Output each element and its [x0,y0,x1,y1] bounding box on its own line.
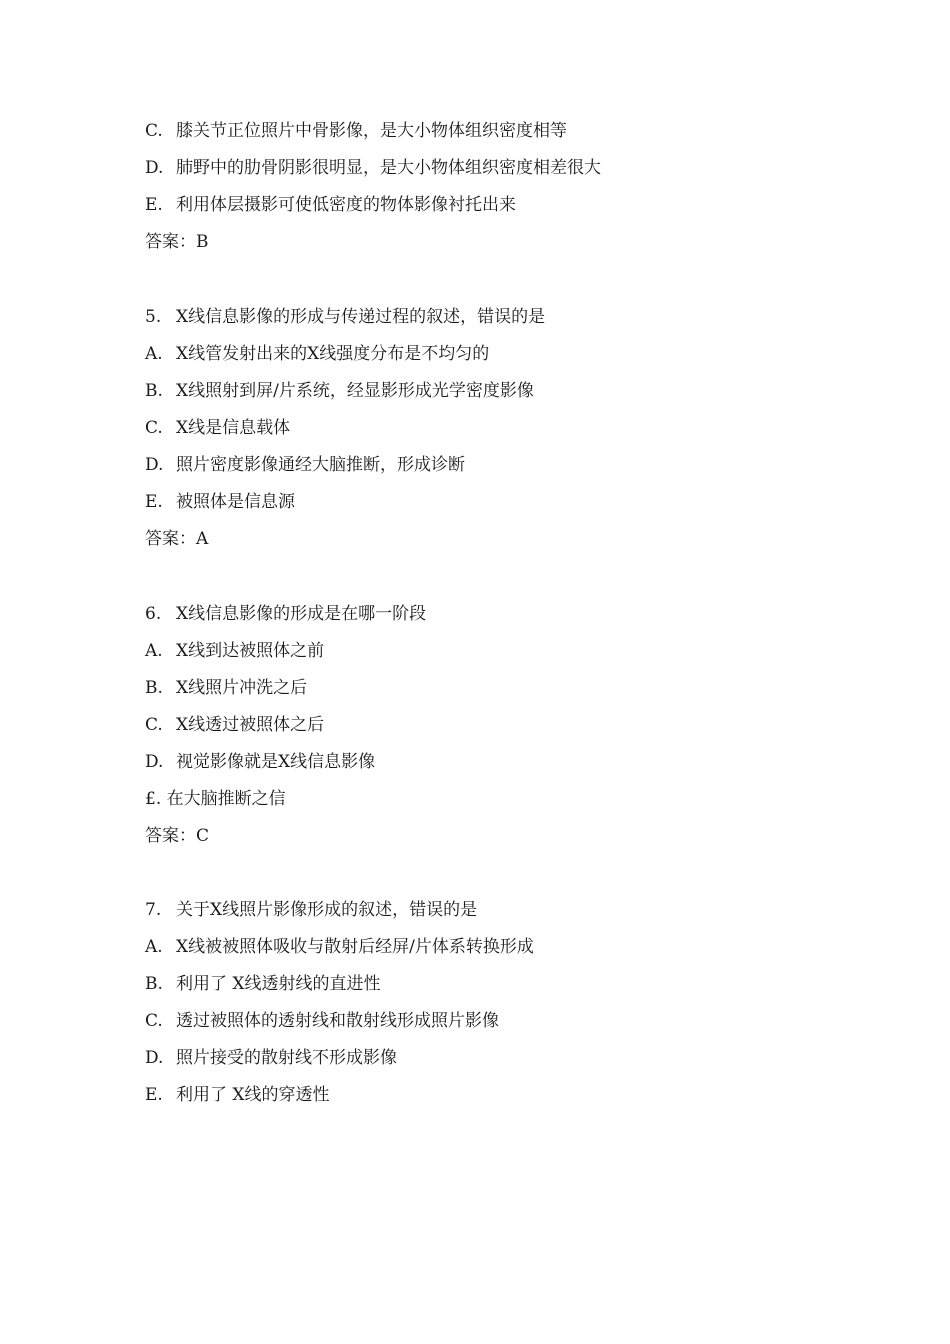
option-text: X线照射到屏/片系统，经显影形成光学密度影像 [176,381,534,401]
question-text: X线信息影像的形成与传递过程的叙述，错误的是 [176,307,546,327]
question-text: 关于X线照片影像形成的叙述，错误的是 [176,900,478,920]
q5-option-b [145,380,534,402]
option-text: 利用了 X线的穿透性 [176,1085,330,1105]
option-letter: E. [145,492,163,512]
question-number: 7. [145,900,162,920]
option-letter: C. [145,715,163,735]
option-text: X线到达被照体之前 [176,641,325,661]
q7-option-e [145,1084,330,1106]
option-letter: D. [145,455,164,475]
q6-option-b [145,677,307,699]
option-text: X线透过被照体之后 [176,715,325,735]
option-text: 利用了 X线透射线的直进性 [176,974,381,994]
q5-option-a [145,343,489,365]
option-letter: B. [145,678,163,698]
option-text: 照片接受的散射线不形成影像 [176,1048,397,1068]
option-text: 被照体是信息源 [176,492,295,512]
option-text: 照片密度影像通经大脑推断，形成诊断 [176,455,465,475]
option-letter: B. [145,381,163,401]
q6-stem [145,603,426,625]
option-text: X线照片冲洗之后 [176,678,308,698]
option-letter: B. [145,974,163,994]
q5-option-e [145,491,295,513]
option-letter: D. [145,752,164,772]
option-letter: C. [145,418,163,438]
option-text: 利用体层摄影可使低密度的物体影像衬托出来 [176,195,516,215]
question-number: 6. [145,604,162,624]
option-text: 肺野中的肋骨阴影很明显，是大小物体组织密度相差很大 [176,158,601,178]
option-text: 膝关节正位照片中骨影像，是大小物体组织密度相等 [176,121,567,141]
option-letter: A. [145,937,163,957]
q6-answer: 答案：C [145,826,210,846]
q4-answer: 答案：B [145,232,209,252]
option-letter: A. [145,641,163,661]
option-text: 透过被照体的透射线和散射线形成照片影像 [176,1011,499,1031]
option-letter: E. [145,195,163,215]
q7-option-d [145,1047,397,1069]
q6-option-d [145,751,375,773]
q5-option-c [145,417,290,439]
q4-option-c [145,120,567,142]
question-number: 5. [145,307,162,327]
option-letter: E. [145,1085,163,1105]
q5-option-d [145,454,465,476]
option-text: X线被被照体吸收与散射后经屏/片体系转换形成 [176,937,534,957]
q7-option-c [145,1010,499,1032]
q6-option-c [145,714,324,736]
q5-answer: 答案：A [145,529,209,549]
q7-option-b [145,973,381,995]
q4-option-d [145,157,601,179]
option-letter: D. [145,1048,164,1068]
q6-option-e: £. 在大脑推断之信 [145,789,286,809]
option-letter: D. [145,158,164,178]
option-letter: A. [145,344,163,364]
option-text: X线管发射出来的X线强度分布是不均匀的 [176,344,490,364]
q5-stem [145,306,545,328]
q7-stem [145,899,477,921]
option-text: 视觉影像就是X线信息影像 [176,752,376,772]
question-text: X线信息影像的形成是在哪一阶段 [176,604,427,624]
option-letter: C. [145,121,163,141]
q7-option-a [145,936,534,958]
q4-option-e [145,194,516,216]
option-text: X线是信息载体 [176,418,291,438]
option-letter: C. [145,1011,163,1031]
q6-option-a [145,640,324,662]
